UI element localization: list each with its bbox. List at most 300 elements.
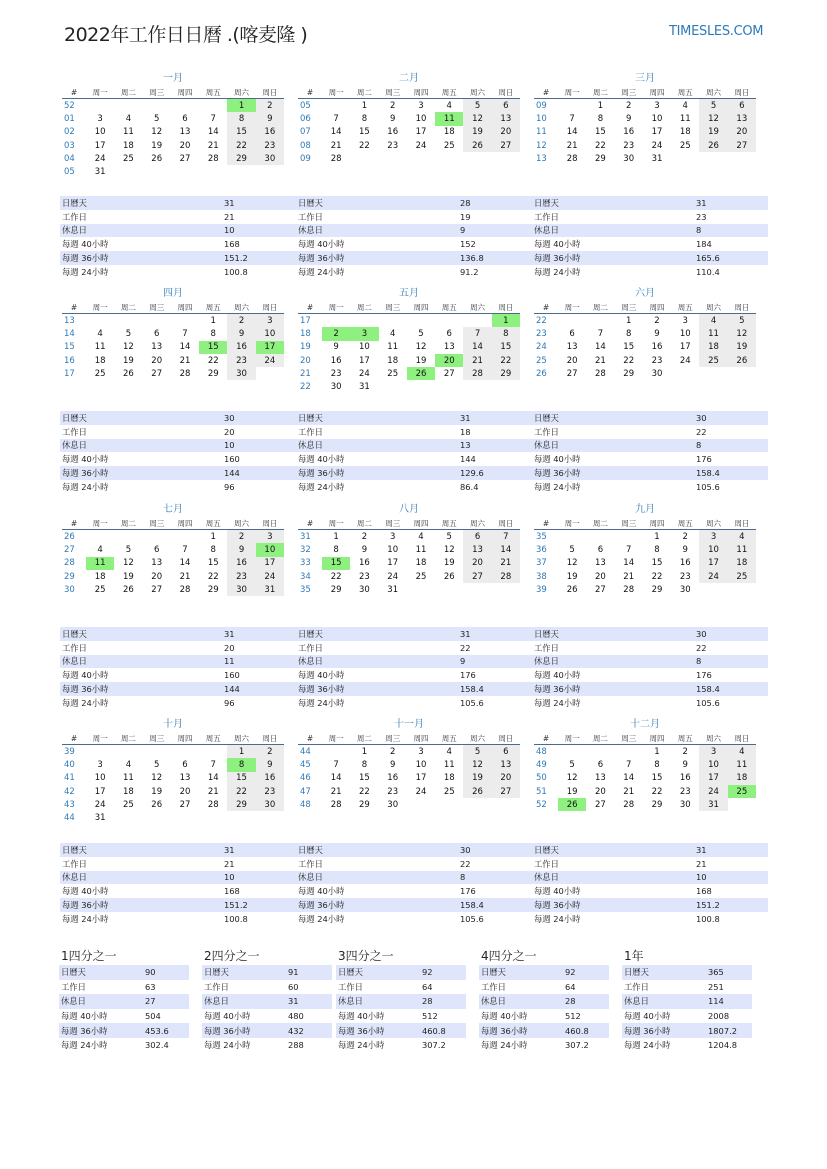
weekday-header: 周二	[350, 301, 378, 314]
day-cell: 12	[566, 558, 578, 569]
day-cell: 16	[651, 342, 663, 353]
weekday-header: 周二	[114, 732, 142, 745]
stat-value: 27	[143, 994, 189, 1009]
stat-value: 151.2	[222, 251, 296, 265]
stat-row	[202, 1023, 332, 1038]
month-calendar	[534, 503, 756, 596]
stat-label: 工作日	[624, 981, 649, 992]
day-cell: 4	[446, 746, 452, 757]
stat-label: 每週 24小時	[338, 1040, 385, 1051]
stat-value: 64	[422, 981, 433, 992]
week-row	[534, 367, 756, 380]
stat-value: 30	[694, 411, 768, 425]
week-number: 20	[300, 355, 311, 366]
stat-row	[60, 196, 296, 210]
day-cell: 18	[728, 557, 756, 570]
day-cell: 24	[415, 140, 427, 151]
week-row	[534, 126, 756, 139]
day-cell: 23	[387, 786, 399, 797]
day-cell: 4	[389, 328, 396, 339]
day-cell: 6	[182, 759, 188, 770]
stat-row	[532, 898, 768, 912]
stat-row	[532, 439, 768, 453]
week-number: 35	[300, 584, 311, 595]
stat-label: 每週 24小時	[534, 481, 581, 492]
day-cell: 17	[679, 342, 691, 353]
holiday-day: 26	[558, 798, 586, 811]
day-cell: 4	[728, 530, 756, 544]
holiday-day: 10	[256, 543, 284, 556]
day-cell: 7	[182, 328, 188, 339]
day-cell: 21	[179, 571, 191, 582]
day-cell: 12	[699, 112, 727, 125]
day-cell: 18	[679, 127, 691, 138]
stat-label: 日曆天	[532, 196, 694, 210]
week-row	[534, 583, 756, 596]
day-cell	[227, 165, 255, 178]
stat-row	[296, 871, 532, 885]
period-stats-table	[59, 965, 189, 1053]
day-cell	[407, 152, 435, 165]
week-row	[534, 785, 756, 798]
weekday-header: 周三	[379, 732, 407, 745]
stat-label: 每週 36小時	[622, 1023, 706, 1038]
week-number: 49	[536, 759, 547, 770]
day-cell	[114, 314, 142, 328]
day-cell: 1	[333, 531, 339, 542]
week-row	[62, 354, 284, 367]
day-cell: 10	[256, 327, 284, 340]
stat-row	[296, 696, 532, 710]
day-cell: 14	[207, 127, 219, 138]
day-cell: 24	[256, 354, 284, 367]
week-number: 22	[536, 315, 547, 326]
day-cell	[463, 583, 491, 596]
stat-value: 8	[694, 224, 768, 238]
day-cell: 14	[595, 342, 606, 353]
stat-row	[296, 668, 532, 682]
day-cell: 6	[446, 328, 452, 339]
stat-value: 96	[224, 697, 235, 708]
stat-value: 20	[224, 642, 235, 653]
day-cell: 29	[651, 799, 663, 810]
day-cell: 14	[179, 342, 191, 353]
week-number: 33	[300, 558, 311, 569]
day-cell: 10	[415, 113, 427, 124]
day-cell: 7	[333, 113, 339, 124]
day-cell: 19	[463, 772, 491, 785]
week-number: 43	[64, 799, 75, 810]
day-cell: 11	[123, 773, 134, 784]
week-row	[534, 139, 756, 152]
month-grid	[298, 301, 520, 394]
day-cell: 16	[256, 126, 284, 139]
week-number: 17	[64, 368, 75, 379]
period-stats-table	[336, 965, 466, 1053]
month-stats-table	[532, 196, 768, 279]
stat-row	[296, 196, 532, 210]
week-row	[298, 367, 520, 380]
day-cell	[435, 152, 463, 165]
week-row	[62, 112, 284, 125]
day-cell: 4	[728, 745, 756, 759]
stat-value: 144	[222, 682, 296, 696]
stat-label: 休息日	[60, 655, 222, 669]
day-cell: 15	[595, 127, 606, 138]
day-cell: 6	[597, 759, 604, 770]
stat-label: 休息日	[60, 871, 222, 885]
week-number: 44	[300, 746, 311, 757]
stat-row	[202, 1009, 332, 1024]
day-cell: 23	[623, 140, 635, 151]
weekday-header: 周六	[227, 86, 255, 99]
week-row	[298, 380, 520, 393]
weekday-header: 周二	[586, 86, 614, 99]
weekday-header: 周日	[256, 517, 284, 530]
day-cell: 20	[151, 571, 163, 582]
weekday-header: 周二	[350, 86, 378, 99]
weekday-header: 周五	[671, 301, 699, 314]
day-cell: 23	[651, 355, 663, 366]
weekday-header: 周三	[615, 732, 643, 745]
week-row	[62, 99, 284, 113]
stat-row	[296, 857, 532, 871]
stat-row	[60, 439, 296, 453]
day-cell	[728, 367, 756, 380]
month-name: 三月	[635, 73, 655, 84]
day-cell: 9	[682, 759, 688, 770]
day-cell: 2	[256, 745, 284, 759]
day-cell	[671, 152, 699, 165]
day-cell: 8	[361, 759, 368, 770]
day-cell: 10	[94, 773, 106, 784]
weekday-header: 周日	[492, 301, 520, 314]
day-cell	[699, 367, 727, 380]
day-cell: 8	[625, 328, 632, 339]
day-cell: 17	[94, 140, 106, 151]
day-cell: 3	[699, 745, 727, 759]
day-cell	[586, 314, 614, 328]
week-number: 11	[536, 127, 547, 138]
day-cell: 4	[97, 328, 103, 339]
month-calendar	[62, 503, 284, 596]
weekday-header: 周五	[199, 732, 227, 745]
stat-value: 10	[222, 439, 296, 453]
day-cell	[322, 314, 350, 328]
weekday-header-row	[534, 86, 756, 99]
day-cell: 12	[728, 327, 756, 340]
stat-row	[622, 1009, 752, 1024]
site-logo-text[interactable]: TIMESLES.COM	[669, 24, 764, 39]
day-cell: 23	[387, 140, 399, 151]
day-cell: 28	[492, 570, 520, 583]
stat-value: 28	[458, 196, 532, 210]
week-row	[298, 139, 520, 152]
stat-value: 100.8	[224, 913, 248, 924]
week-row	[534, 557, 756, 570]
stat-row	[59, 1009, 189, 1024]
day-cell: 22	[359, 786, 370, 797]
stat-label: 休息日	[336, 994, 420, 1009]
stat-value: 480	[288, 1011, 304, 1022]
stat-value: 288	[288, 1040, 304, 1051]
month-stats	[60, 843, 296, 926]
month-stats	[60, 627, 296, 710]
day-cell: 23	[256, 139, 284, 152]
stat-label: 日曆天	[60, 196, 222, 210]
weekday-header: 周一	[558, 517, 586, 530]
stat-row	[532, 237, 768, 251]
stat-value: 31	[222, 196, 296, 210]
day-cell: 13	[492, 758, 520, 771]
day-cell: 21	[207, 786, 219, 797]
day-cell	[256, 367, 284, 380]
day-cell: 22	[207, 571, 219, 582]
week-number: 19	[300, 342, 311, 353]
weekday-header: 周一	[322, 301, 350, 314]
day-cell: 19	[566, 786, 578, 797]
week-row	[62, 139, 284, 152]
stat-label: 每週 36小時	[532, 251, 694, 265]
weekday-header: #	[534, 517, 558, 530]
stat-value: 10	[694, 871, 768, 885]
stat-label: 每週 40小時	[62, 454, 109, 465]
day-cell: 2	[682, 531, 688, 542]
stat-row	[532, 265, 768, 279]
day-cell: 24	[94, 799, 106, 810]
stat-row	[336, 994, 466, 1009]
day-cell: 18	[699, 341, 727, 354]
day-cell: 30	[256, 152, 284, 165]
day-cell: 16	[623, 127, 635, 138]
day-cell: 28	[623, 584, 635, 595]
day-cell	[671, 367, 699, 380]
day-cell: 25	[94, 368, 106, 379]
weekday-header: 周一	[558, 732, 586, 745]
day-cell: 8	[492, 327, 520, 340]
stat-label: 每週 36小時	[296, 898, 458, 912]
stat-value: 8	[694, 655, 768, 669]
holiday-day: 1	[227, 99, 255, 113]
weekday-header: 周五	[199, 86, 227, 99]
week-number: 13	[64, 315, 75, 326]
week-number: 52	[536, 799, 547, 810]
day-cell: 30	[679, 584, 691, 595]
stat-value: 432	[286, 1023, 332, 1038]
stat-row	[296, 682, 532, 696]
day-cell: 7	[463, 327, 491, 340]
weekday-header: #	[62, 301, 86, 314]
stat-label: 每週 40小時	[534, 886, 581, 897]
month-name: 六月	[635, 288, 655, 299]
stat-label: 每週 24小時	[298, 697, 345, 708]
weekday-header-row	[62, 732, 284, 745]
weekday-header: 周三	[379, 517, 407, 530]
weekday-header: 周四	[643, 517, 671, 530]
day-cell: 12	[463, 758, 491, 771]
day-cell: 25	[679, 140, 691, 151]
day-cell: 28	[179, 584, 191, 595]
holiday-day: 25	[728, 785, 756, 798]
stat-label: 休息日	[60, 439, 222, 453]
day-cell: 22	[651, 571, 663, 582]
weekday-header: 周五	[435, 301, 463, 314]
stat-value: 176	[696, 670, 712, 681]
day-cell: 3	[682, 315, 688, 326]
day-cell: 26	[463, 139, 491, 152]
day-cell: 30	[227, 583, 255, 596]
day-cell	[322, 745, 350, 759]
weekday-header: #	[534, 301, 558, 314]
day-cell: 7	[210, 759, 216, 770]
day-cell	[171, 745, 199, 759]
stat-label: 工作日	[298, 426, 323, 437]
day-cell: 22	[492, 354, 520, 367]
month-stats	[296, 843, 532, 926]
day-cell: 24	[415, 786, 427, 797]
stat-value: 144	[222, 466, 296, 480]
day-cell: 22	[330, 571, 342, 582]
day-cell	[435, 583, 463, 596]
day-cell	[256, 811, 284, 824]
day-cell: 7	[625, 759, 632, 770]
stat-label: 每週 24小時	[298, 266, 345, 277]
stat-row	[60, 912, 296, 926]
day-cell: 17	[359, 355, 370, 366]
day-cell: 19	[151, 786, 163, 797]
stat-row	[532, 857, 768, 871]
day-cell: 14	[463, 341, 491, 354]
day-cell: 17	[699, 772, 727, 785]
stat-value: 10	[222, 224, 296, 238]
day-cell: 19	[566, 571, 578, 582]
day-cell	[227, 811, 255, 824]
stat-label: 工作日	[298, 642, 323, 653]
holiday-day: 8	[227, 758, 255, 771]
month-name: 十一月	[394, 719, 424, 730]
day-cell: 6	[463, 530, 491, 544]
day-cell: 4	[446, 100, 452, 111]
stat-value: 31	[694, 843, 768, 857]
holiday-day: 3	[350, 327, 378, 340]
week-row	[62, 583, 284, 596]
stat-label: 每週 24小時	[624, 1040, 671, 1051]
day-cell: 13	[595, 558, 606, 569]
day-cell: 20	[728, 126, 756, 139]
weekday-header-row	[298, 732, 520, 745]
month-calendar	[298, 287, 520, 394]
week-row	[62, 785, 284, 798]
stat-row	[622, 1038, 752, 1053]
day-cell: 7	[210, 113, 216, 124]
stat-value: 105.6	[696, 481, 720, 492]
day-cell: 31	[359, 382, 370, 393]
week-number: 34	[300, 571, 311, 582]
day-cell: 9	[227, 327, 255, 340]
stat-value: 160	[224, 454, 240, 465]
stat-row	[532, 411, 768, 425]
day-cell: 9	[682, 544, 688, 555]
day-cell: 4	[682, 100, 688, 111]
week-number: 31	[300, 531, 311, 542]
day-cell: 13	[595, 773, 606, 784]
day-cell	[407, 798, 435, 811]
day-cell	[699, 583, 727, 596]
week-number: 30	[64, 584, 75, 595]
day-cell: 19	[415, 355, 427, 366]
day-cell: 29	[207, 368, 219, 379]
week-number: 02	[64, 127, 75, 138]
stat-value: 9	[458, 224, 532, 238]
day-cell	[199, 745, 227, 759]
stat-value: 92	[563, 965, 609, 980]
weekday-header: 周五	[435, 517, 463, 530]
week-number: 28	[64, 558, 75, 569]
stat-value: 184	[696, 239, 712, 250]
day-cell: 13	[463, 543, 491, 556]
weekday-header: #	[298, 517, 322, 530]
day-cell	[492, 152, 520, 165]
weekday-header: 周一	[558, 301, 586, 314]
day-cell: 5	[728, 314, 756, 328]
day-cell: 18	[94, 571, 106, 582]
day-cell	[435, 798, 463, 811]
weekday-header: 周五	[671, 86, 699, 99]
day-cell: 15	[227, 772, 255, 785]
day-cell: 31	[699, 798, 727, 811]
stat-value: 152	[460, 239, 476, 250]
day-cell	[586, 530, 614, 544]
stat-label: 每週 40小時	[298, 454, 345, 465]
day-cell: 30	[387, 799, 399, 810]
weekday-header-row	[298, 86, 520, 99]
weekday-header: 周三	[143, 86, 171, 99]
stat-value: 8	[694, 439, 768, 453]
stat-row	[60, 411, 296, 425]
month-grid	[298, 517, 520, 596]
month-stats-table	[60, 627, 296, 710]
day-cell: 28	[623, 799, 635, 810]
day-cell: 7	[333, 759, 339, 770]
day-cell: 5	[125, 328, 132, 339]
holiday-day: 26	[407, 367, 435, 380]
day-cell: 27	[463, 570, 491, 583]
day-cell: 14	[492, 543, 520, 556]
stat-value: 165.6	[694, 251, 768, 265]
day-cell: 11	[679, 113, 691, 124]
day-cell: 2	[625, 100, 632, 111]
day-cell: 22	[623, 355, 635, 366]
day-cell: 2	[361, 531, 368, 542]
day-cell: 13	[179, 773, 191, 784]
day-cell	[143, 314, 171, 328]
day-cell: 14	[330, 127, 342, 138]
stat-row	[532, 627, 768, 641]
week-row	[62, 327, 284, 340]
day-cell: 6	[182, 113, 188, 124]
day-cell	[699, 152, 727, 165]
day-cell: 29	[359, 799, 370, 810]
day-cell: 19	[123, 571, 134, 582]
day-cell: 24	[651, 140, 663, 151]
weekday-header: 周五	[435, 86, 463, 99]
day-cell	[114, 745, 142, 759]
day-cell: 27	[595, 799, 606, 810]
stat-row	[336, 1009, 466, 1024]
day-cell: 29	[227, 152, 255, 165]
week-number: 22	[300, 382, 311, 393]
day-cell: 9	[389, 759, 396, 770]
